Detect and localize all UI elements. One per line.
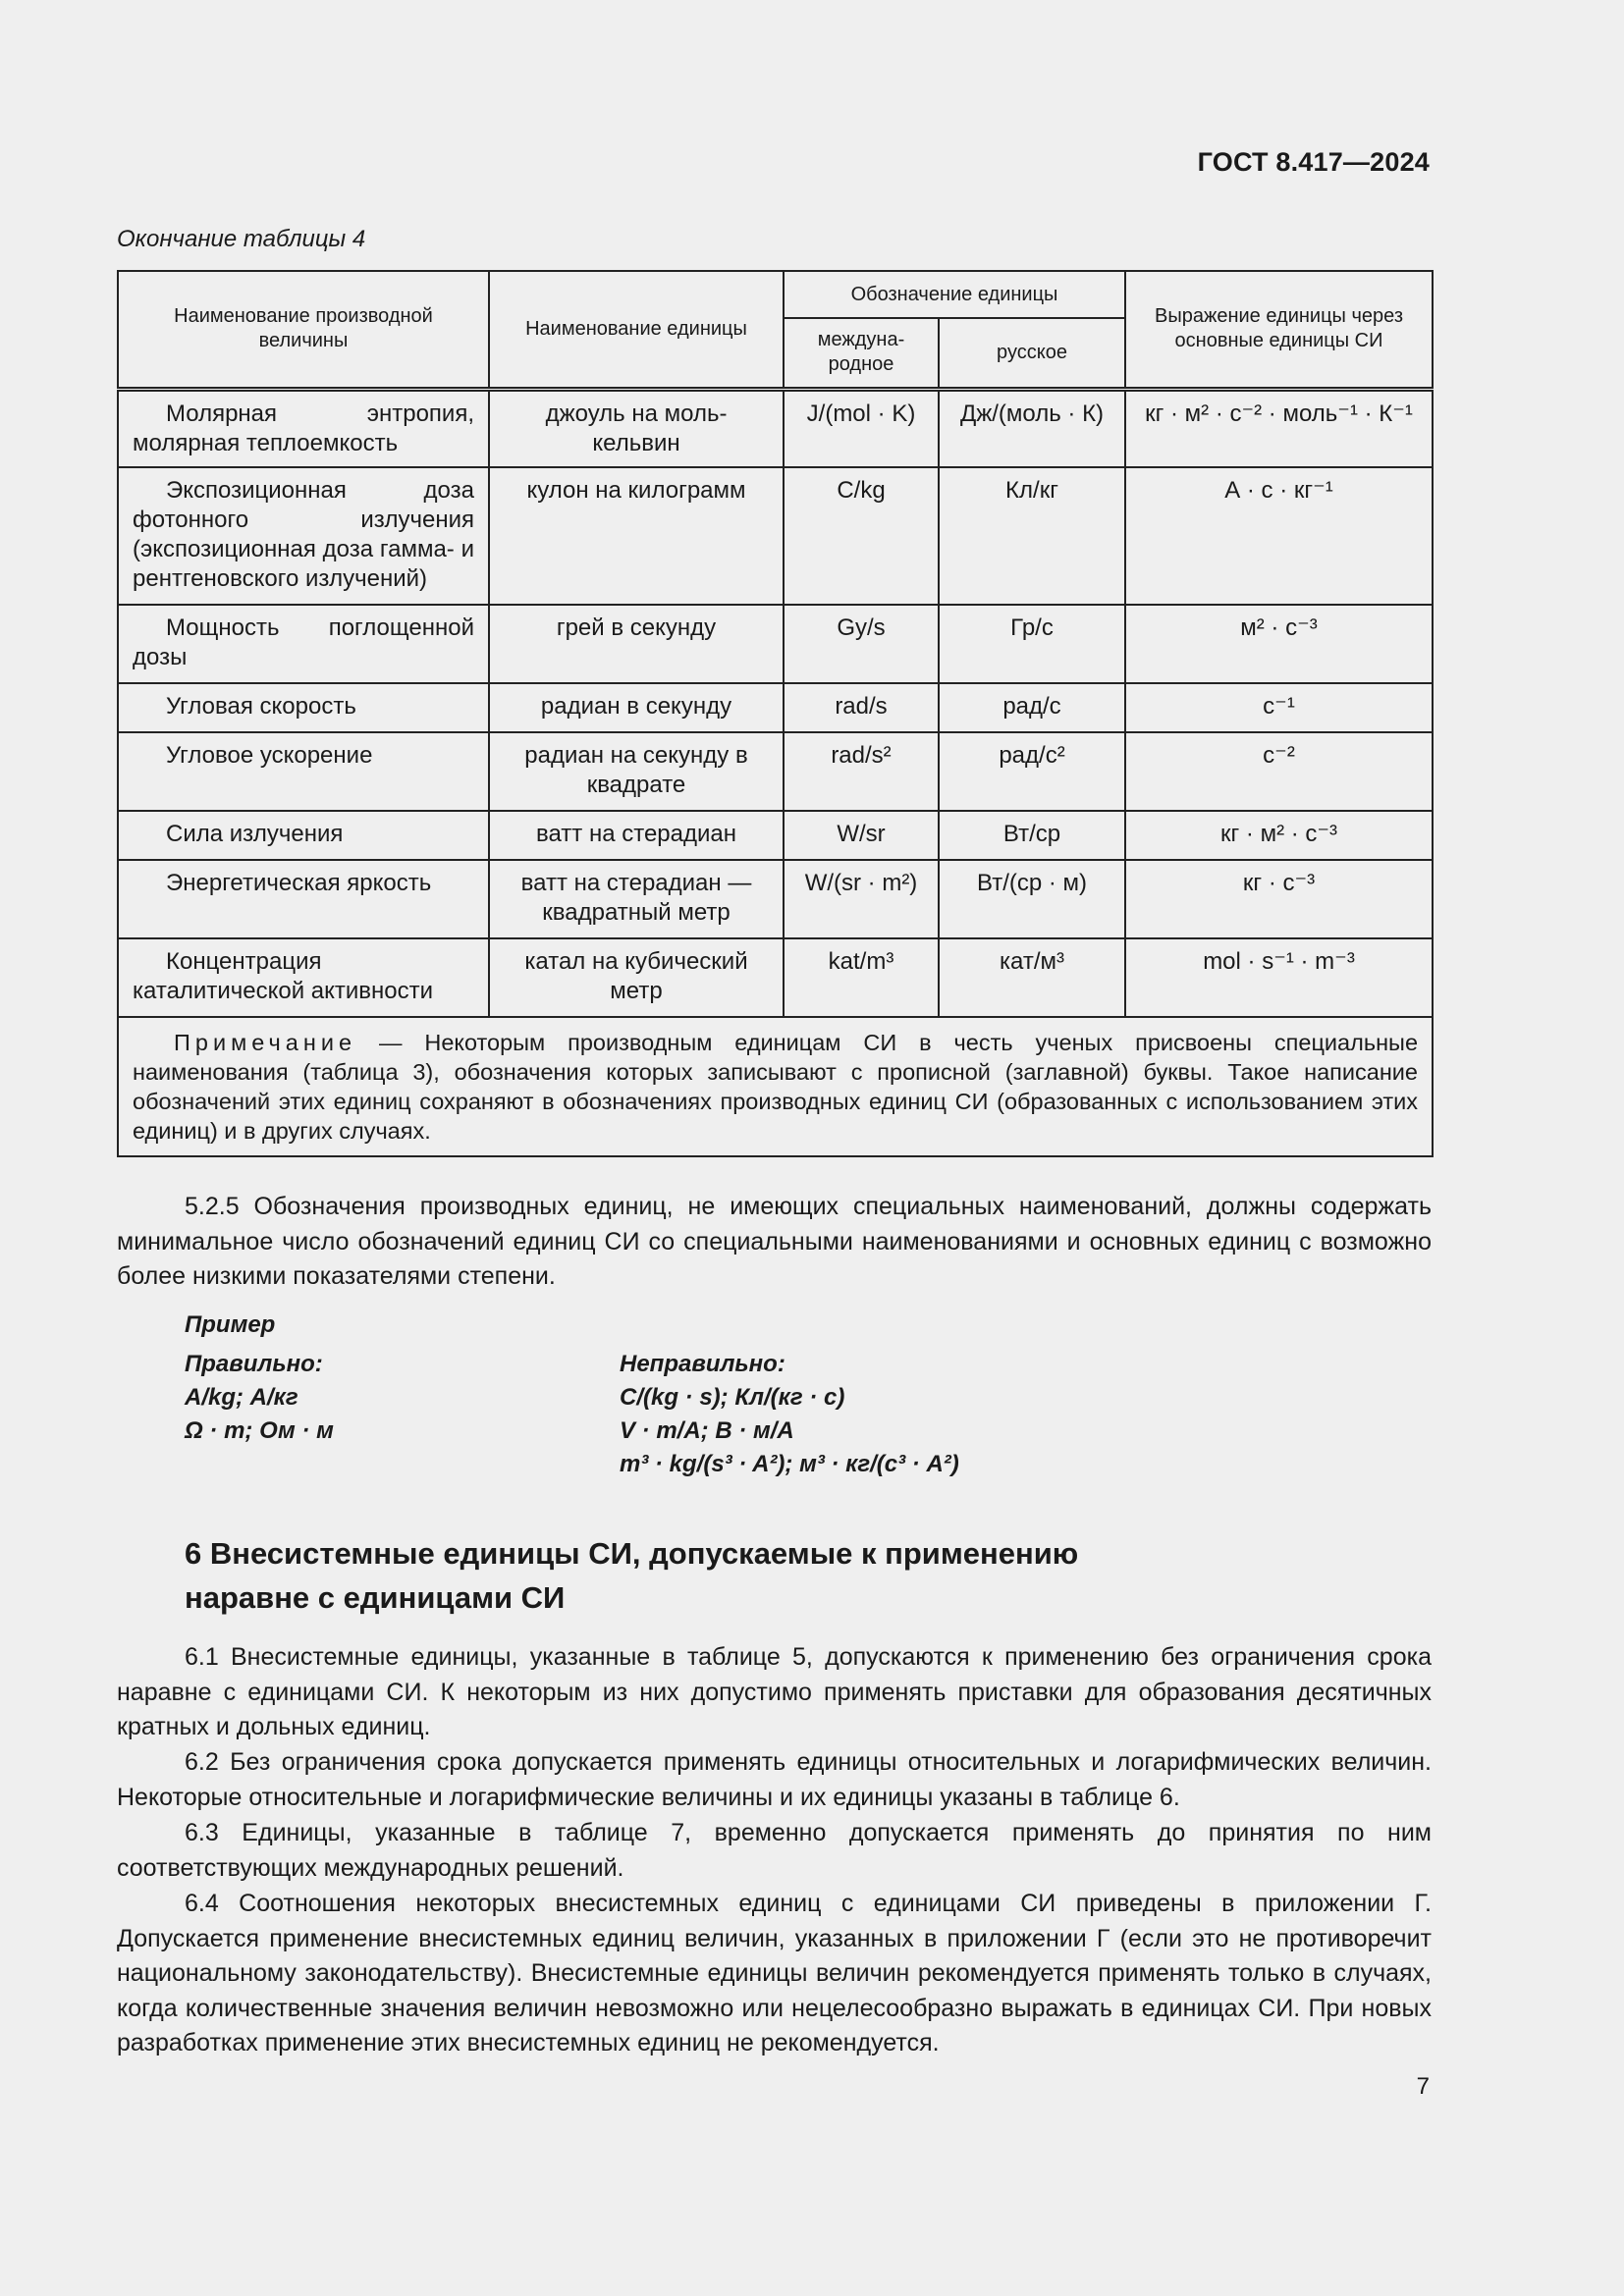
cell-expression: кг · с⁻³ (1125, 860, 1433, 938)
cell-unit: грей в секунду (489, 605, 784, 683)
cell-quantity: Сила излучения (118, 811, 489, 860)
header-quantity: Наименование производной величины (118, 271, 489, 389)
paragraph-6-2: 6.2 Без ограничения срока допускается применять единицы относительных и логарифмических величин. Некоторые относительные и логарифмические величины и их единицы указаны в таблице 6. (117, 1748, 1432, 1811)
example-wrong-label: Неправильно: (620, 1351, 785, 1377)
cell-international: Gy/s (784, 605, 939, 683)
cell-russian: рад/с (939, 683, 1125, 732)
table-note: Примечание — Некоторым производным единицам СИ в честь ученых присвоены специальные наименования (таблица 3), обозначения которых записывают с прописной (заглавной) буквы. Такое написание обозначений этих единиц сохраняют в обозначениях производных единиц СИ (образованных с использованием этих единиц) и в других случаях. (118, 1017, 1433, 1156)
standard-number: ГОСТ 8.417—2024 (1197, 147, 1430, 177)
header-designation: Обозначение единицы (784, 271, 1125, 318)
note-label: Примечание (174, 1030, 357, 1055)
cell-expression: кг · м² · с⁻² · моль⁻¹ · К⁻¹ (1125, 389, 1433, 467)
cell-expression: с⁻¹ (1125, 683, 1433, 732)
cell-unit: кулон на килограмм (489, 467, 784, 605)
table-row (118, 811, 1433, 860)
header-international: междуна-родное (784, 318, 939, 389)
cell-russian: рад/с² (939, 732, 1125, 811)
cell-unit: ватт на стерадиан (489, 811, 784, 860)
table-row (118, 938, 1433, 1017)
cell-expression: с⁻² (1125, 732, 1433, 811)
note-text: Некоторым производным единицам СИ в честь ученых присвоены специальные наименования (таблица 3), обозначения которых записывают с прописной (заглавной) буквы. Такое написание обозначений этих единиц сохраняют в обозначениях производных единиц СИ (образованных с использованием этих единиц) и в других случаях. (133, 1030, 1419, 1144)
example-wrong-1: C/(kg · s); Кл/(кг · с) (620, 1384, 845, 1411)
example-correct-1: A/kg; А/кг (185, 1384, 298, 1411)
cell-expression: кг · м² · с⁻³ (1125, 811, 1433, 860)
units-table (117, 270, 1434, 1157)
cell-unit: джоуль на моль-кельвин (489, 389, 784, 467)
paragraph-6-1: 6.1 Внесистемные единицы, указанные в таблице 5, допускаются к применению без ограничения срока наравне с единицами СИ. К некоторым из них допустимо применять приставки для образования десятичных кратных и дольных единиц. (117, 1643, 1432, 1740)
cell-quantity: Молярная энтропия, молярная теплоемкость (118, 389, 489, 467)
cell-international: J/(mol · K) (784, 389, 939, 467)
table-caption: Окончание таблицы 4 (117, 226, 366, 252)
cell-international: W/sr (784, 811, 939, 860)
paragraph-5-2-5: 5.2.5 Обозначения производных единиц, не имеющих специальных наименований, должны содержать минимальное число обозначений единиц СИ со специальными наименованиями и основных единиц с возможно более низкими показателями степени. (117, 1193, 1432, 1290)
paragraph-6-3: 6.3 Единицы, указанные в таблице 7, временно допускается применять до принятия по ним соответствующих международных решений. (117, 1819, 1432, 1882)
cell-international: rad/s² (784, 732, 939, 811)
cell-unit: ватт на стерадиан — квадратный метр (489, 860, 784, 938)
cell-russian: Гр/с (939, 605, 1125, 683)
example-wrong-2: V · m/A; В · м/А (620, 1417, 794, 1444)
cell-russian: Вт/(ср · м) (939, 860, 1125, 938)
cell-unit: радиан на секунду в квадрате (489, 732, 784, 811)
cell-international: C/kg (784, 467, 939, 605)
table-row (118, 683, 1433, 732)
cell-russian: Кл/кг (939, 467, 1125, 605)
cell-russian: кат/м³ (939, 938, 1125, 1017)
example-title: Пример (185, 1311, 276, 1338)
header-expression: Выражение единицы через основные единицы СИ (1125, 271, 1433, 389)
cell-unit: радиан в секунду (489, 683, 784, 732)
example-correct-label: Правильно: (185, 1351, 323, 1377)
cell-expression: mol · s⁻¹ · m⁻³ (1125, 938, 1433, 1017)
cell-quantity: Энергетическая яркость (118, 860, 489, 938)
cell-quantity: Угловое ускорение (118, 732, 489, 811)
cell-quantity: Мощность поглощенной дозы (118, 605, 489, 683)
table-row (118, 732, 1433, 811)
cell-quantity: Угловая скорость (118, 683, 489, 732)
paragraph-6-4: 6.4 Соотношения некоторых внесистемных единиц с единицами СИ приведены в приложении Г. Допускается применение внесистемных единиц величин, указанных в приложении Г (если это не противоречит национальному законодательству). Внесистемные единицы величин рекомендуется применять только в случаях, когда количественные значения величин невозможно или нецелесообразно выражать в единицах СИ. При новых разработках применение этих внесистемных единиц не рекомендуется. (117, 1890, 1432, 2056)
table-row (118, 860, 1433, 938)
page-number: 7 (1416, 2073, 1430, 2100)
cell-expression: м² · с⁻³ (1125, 605, 1433, 683)
cell-international: kat/m³ (784, 938, 939, 1017)
cell-international: rad/s (784, 683, 939, 732)
example-wrong-3: m³ · kg/(s³ · A²); м³ · кг/(с³ · А²) (620, 1451, 959, 1477)
cell-unit: катал на кубический метр (489, 938, 784, 1017)
header-unit: Наименование единицы (489, 271, 784, 389)
cell-russian: Дж/(моль · К) (939, 389, 1125, 467)
table-row (118, 467, 1433, 605)
example-correct-2: Ω · m; Ом · м (185, 1417, 334, 1444)
cell-international: W/(sr · m²) (784, 860, 939, 938)
table-row (118, 389, 1433, 467)
cell-quantity: Экспозиционная доза фотонного излучения (экспозиционная доза гамма- и рентгеновского излучений) (118, 467, 489, 605)
cell-expression: А · с · кг⁻¹ (1125, 467, 1433, 605)
cell-quantity: Концентрация каталитической активности (118, 938, 489, 1017)
section-6-heading: 6 Внесистемные единицы СИ, допускаемые к применению наравне с единицами СИ (185, 1536, 1079, 1615)
cell-russian: Вт/ср (939, 811, 1125, 860)
table-row (118, 605, 1433, 683)
header-russian: русское (939, 318, 1125, 389)
